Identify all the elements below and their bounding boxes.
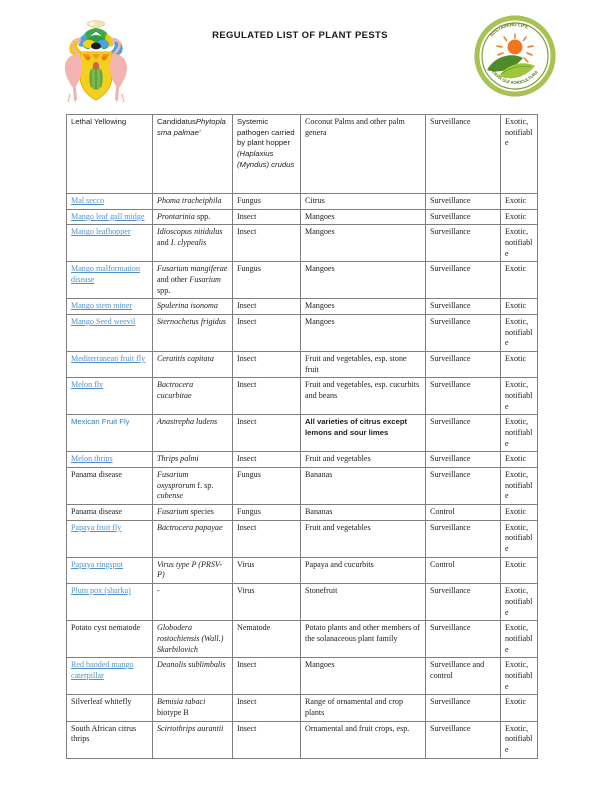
- pest-type-cell-text: Virus: [237, 586, 255, 596]
- pest-hosts-cell-text: Range of ornamental and crop plants: [305, 697, 403, 717]
- pest-type-cell: [233, 584, 301, 621]
- pest-scientific-name-cell: [153, 658, 233, 695]
- pest-status-cell-text: Exotic, notifiable: [505, 417, 533, 448]
- pest-status-cell: [501, 695, 538, 721]
- pest-common-name-cell-text[interactable]: Mango malformation disease: [71, 264, 141, 285]
- table-row: [67, 209, 538, 225]
- pest-action-cell: [426, 352, 501, 378]
- pest-action-cell-text: Surveillance: [430, 454, 471, 464]
- pest-scientific-name-cell-segment: spp.: [157, 285, 171, 295]
- pest-type-cell: [233, 262, 301, 299]
- pest-hosts-cell: [301, 621, 426, 658]
- pest-type-cell: [233, 557, 301, 583]
- pest-status-cell-text: Exotic: [505, 507, 527, 517]
- pest-scientific-name-cell-segment: and other: [157, 275, 190, 285]
- pest-hosts-cell-text: Papaya and cucurbits: [305, 559, 374, 569]
- table-row: [67, 695, 538, 721]
- pest-status-cell: [501, 658, 538, 695]
- pest-hosts-cell: [301, 520, 426, 557]
- pest-action-cell-text: Surveillance: [430, 586, 471, 596]
- pest-type-cell-text: Insect: [237, 417, 257, 427]
- pest-type-cell: [233, 299, 301, 315]
- table-row: [67, 315, 538, 352]
- pest-status-cell-text: Exotic: [505, 354, 527, 364]
- pest-status-cell: [501, 209, 538, 225]
- pest-scientific-name-cell: [153, 315, 233, 352]
- pest-scientific-name-cell-segment: Idioscopus nitidulus: [157, 227, 223, 237]
- pest-type-cell-text: Fungus: [237, 470, 261, 480]
- pest-scientific-name-cell-text: Ceratitis capitata: [157, 354, 214, 364]
- pest-common-name-cell-text: Panama disease: [71, 507, 123, 517]
- pest-scientific-name-cell: [153, 115, 233, 194]
- pest-type-cell-text: Insect: [237, 354, 257, 364]
- table-row: [67, 621, 538, 658]
- pest-type-cell-text: Insect: [237, 380, 257, 390]
- pest-hosts-cell: [301, 695, 426, 721]
- pest-type-cell: [233, 315, 301, 352]
- pest-common-name-cell-text: South African citrus thrips: [71, 723, 137, 744]
- pest-status-cell: [501, 452, 538, 468]
- pest-status-cell: [501, 520, 538, 557]
- pest-status-cell: [501, 115, 538, 194]
- pest-scientific-name-cell: [153, 352, 233, 378]
- pest-scientific-name-cell-segment: cubense: [157, 491, 184, 501]
- pest-common-name-cell[interactable]: [67, 262, 153, 299]
- pest-type-cell-text: Systemic pathogen carried by plant hopper: [237, 117, 295, 148]
- pest-common-name-cell-text[interactable]: Mediterranean fruit fly: [71, 354, 146, 364]
- pest-common-name-cell-text[interactable]: Mango Seed weevil: [71, 317, 136, 327]
- pest-scientific-name-cell: [153, 194, 233, 210]
- pest-status-cell-text: Exotic, notifiable: [505, 317, 533, 348]
- pest-scientific-name-cell-segment: I. clypealis: [170, 238, 207, 248]
- pest-action-cell-text: Surveillance: [430, 522, 471, 532]
- pest-scientific-name-cell: [153, 695, 233, 721]
- pest-status-cell-text: Exotic, notifiable: [505, 227, 533, 258]
- pest-action-cell: [426, 505, 501, 521]
- pest-hosts-cell-text: Mangoes: [305, 301, 335, 311]
- table-row: [67, 352, 538, 378]
- pest-action-cell-text: Surveillance: [430, 723, 471, 733]
- pest-hosts-cell-text: Bananas: [305, 470, 333, 480]
- pest-type-cell: [233, 115, 301, 194]
- pest-type-cell: [233, 505, 301, 521]
- pest-common-name-cell[interactable]: [67, 520, 153, 557]
- pest-status-cell: [501, 378, 538, 415]
- pest-status-cell: [501, 557, 538, 583]
- pest-hosts-cell-text: Citrus: [305, 196, 325, 205]
- pest-hosts-cell: [301, 378, 426, 415]
- table-row: [67, 262, 538, 299]
- pest-common-name-cell-text[interactable]: Plum pox (sharka): [71, 586, 131, 596]
- pest-scientific-name-cell-segment: Fusarium: [189, 275, 221, 285]
- pest-hosts-cell-text: Mangoes: [305, 264, 335, 274]
- table-row: [67, 225, 538, 262]
- pest-common-name-cell[interactable]: [67, 194, 153, 210]
- pest-action-cell: [426, 194, 501, 210]
- table-row: [67, 658, 538, 695]
- pest-status-cell-text: Exotic, notifiable: [505, 723, 533, 754]
- pest-type-cell-text: Insect: [237, 301, 257, 311]
- pest-action-cell-text: Surveillance: [430, 354, 471, 364]
- table-row: [67, 299, 538, 315]
- pest-scientific-name-cell-text: Phoma tracheiphila: [157, 196, 222, 205]
- pest-scientific-name-cell: [153, 584, 233, 621]
- pest-status-cell-text: Exotic: [505, 196, 527, 205]
- pest-common-name-cell-text[interactable]: Mango leafhopper: [71, 227, 131, 237]
- pest-status-cell-text: Exotic, notifiable: [505, 470, 533, 501]
- pest-common-name-cell[interactable]: [67, 415, 153, 452]
- ministry-of-agriculture-seal-icon: [473, 14, 557, 98]
- pest-status-cell: [501, 315, 538, 352]
- pest-status-cell-text: Exotic, notifiable: [505, 522, 533, 554]
- pest-hosts-cell: [301, 505, 426, 521]
- pest-common-name-cell[interactable]: [67, 299, 153, 315]
- pest-action-cell: [426, 115, 501, 194]
- pest-type-cell-text: Fungus: [237, 264, 261, 274]
- table-row: [67, 557, 538, 583]
- pest-hosts-cell: [301, 658, 426, 695]
- pest-scientific-name-cell-segment: Candidatus: [157, 117, 196, 126]
- table-row: [67, 505, 538, 521]
- pest-type-cell-text: Insect: [237, 454, 257, 464]
- pest-common-name-cell-text[interactable]: Papaya ringspot: [71, 559, 123, 569]
- pest-type-cell: [233, 695, 301, 721]
- pest-scientific-name-cell: [153, 505, 233, 521]
- pest-action-cell: [426, 584, 501, 621]
- pest-action-cell-text: Control: [430, 559, 455, 569]
- pest-action-cell: [426, 378, 501, 415]
- pest-scientific-name-cell-text: -: [157, 586, 160, 596]
- pest-hosts-cell: [301, 262, 426, 299]
- pest-action-cell: [426, 415, 501, 452]
- pest-type-cell-text: Insect: [237, 227, 257, 237]
- pest-status-cell-text: Exotic: [505, 301, 527, 311]
- pest-type-cell: [233, 452, 301, 468]
- pest-status-cell: [501, 584, 538, 621]
- pest-action-cell: [426, 262, 501, 299]
- seal-text-top: SUSTAINING LIFE: [488, 21, 530, 38]
- pest-hosts-cell-text: Fruit and vegetables, esp. stone fruit: [305, 354, 407, 374]
- document-title: REGULATED LIST OF PLANT PESTS: [212, 30, 388, 41]
- pest-action-cell-text: Surveillance: [430, 211, 471, 221]
- pest-common-name-cell[interactable]: [67, 557, 153, 583]
- pest-action-cell: [426, 468, 501, 505]
- pest-action-cell: [426, 621, 501, 658]
- pest-action-cell: [426, 315, 501, 352]
- pest-common-name-cell[interactable]: [67, 352, 153, 378]
- pest-status-cell: [501, 352, 538, 378]
- pest-hosts-cell-text: All varieties of citrus except lemons and sour limes: [305, 417, 408, 438]
- pest-status-cell-text: Exotic, notifiable: [505, 623, 533, 654]
- pest-action-cell: [426, 658, 501, 695]
- pest-action-cell-text: Surveillance: [430, 623, 471, 633]
- pest-common-name-cell[interactable]: [67, 225, 153, 262]
- pest-scientific-name-cell: [153, 520, 233, 557]
- pest-type-cell: [233, 621, 301, 658]
- pest-hosts-cell: [301, 721, 426, 758]
- pest-table-body: [67, 115, 538, 759]
- pest-common-name-cell: [67, 505, 153, 521]
- pest-scientific-name-cell-text: Deanolis sublimbalis: [157, 660, 226, 670]
- pest-common-name-cell[interactable]: [67, 584, 153, 621]
- pest-scientific-name-cell-text: Sternochetus frigidus: [157, 317, 227, 327]
- pest-status-cell-text: Exotic: [505, 454, 527, 464]
- pest-scientific-name-cell-text: Thrips palmi: [157, 454, 199, 464]
- pest-scientific-name-cell: [153, 721, 233, 758]
- pest-hosts-cell-text: Mangoes: [305, 227, 335, 237]
- pest-common-name-cell-text[interactable]: Mexican Fruit Fly: [71, 417, 130, 427]
- pest-common-name-cell-text: Silverleaf whitefly: [71, 697, 132, 707]
- pest-common-name-cell[interactable]: [67, 378, 153, 415]
- pest-scientific-name-cell: [153, 209, 233, 225]
- pest-common-name-cell-text[interactable]: Mal secco: [71, 196, 105, 205]
- pest-action-cell-text: Surveillance: [430, 417, 471, 427]
- pest-common-name-cell: [67, 621, 153, 658]
- pest-type-cell: [233, 225, 301, 262]
- pest-scientific-name-cell: [153, 378, 233, 415]
- pest-action-cell-text: Surveillance: [430, 380, 471, 390]
- pest-hosts-cell: [301, 115, 426, 194]
- pest-scientific-name-cell-segment: and: [157, 238, 171, 248]
- pest-scientific-name-cell-segment: Fusarium: [157, 507, 189, 517]
- table-row: [67, 194, 538, 210]
- pest-hosts-cell-text: Bananas: [305, 507, 333, 517]
- pest-scientific-name-cell-segment: Fusarium oxysprorum: [157, 470, 196, 490]
- pest-scientific-name-cell-text: Spulerina isonoma: [157, 301, 218, 311]
- pest-status-cell: [501, 299, 538, 315]
- pest-scientific-name-cell: [153, 468, 233, 505]
- pest-hosts-cell-text: Fruit and vegetables: [305, 522, 371, 532]
- pest-action-cell-text: Surveillance: [430, 470, 471, 480]
- pest-common-name-cell-text: Panama disease: [71, 470, 123, 480]
- table-row: [67, 468, 538, 505]
- pest-action-cell: [426, 299, 501, 315]
- pest-hosts-cell: [301, 584, 426, 621]
- seal-text-bottom: TERRA GUI AGRICULTURA: [489, 67, 539, 86]
- pest-status-cell-text: Exotic, notifiable: [505, 380, 533, 411]
- pest-common-name-cell-text[interactable]: Melon fly: [71, 380, 104, 390]
- pest-common-name-cell: [67, 468, 153, 505]
- pest-action-cell: [426, 520, 501, 557]
- pest-common-name-cell-text: Lethal Yellowing: [71, 117, 127, 126]
- pest-common-name-cell-text[interactable]: Red banded mango caterpillar: [71, 660, 134, 680]
- pest-status-cell: [501, 225, 538, 262]
- pest-hosts-cell: [301, 299, 426, 315]
- pest-common-name-cell[interactable]: [67, 658, 153, 695]
- pest-hosts-cell: [301, 194, 426, 210]
- pest-scientific-name-cell-segment: species: [188, 507, 214, 517]
- pest-type-cell-text: Insect: [237, 723, 257, 733]
- pest-common-name-cell: [67, 115, 153, 194]
- pest-status-cell: [501, 262, 538, 299]
- pest-hosts-cell: [301, 468, 426, 505]
- pest-common-name-cell-text: Potato cyst nematode: [71, 623, 141, 633]
- pest-status-cell-text: Exotic, notifiable: [505, 586, 533, 617]
- pest-hosts-cell-text: Ornamental and fruit crops, esp.: [305, 723, 410, 733]
- pest-scientific-name-cell-segment: f. sp.: [195, 480, 214, 490]
- pest-type-cell: [233, 468, 301, 505]
- table-row: [67, 115, 538, 194]
- table-row: [67, 452, 538, 468]
- pest-status-cell-text: Exotic: [505, 559, 527, 569]
- pest-scientific-name-cell-segment: spp.: [194, 211, 211, 221]
- pest-status-cell-text: Exotic: [505, 697, 527, 707]
- pest-common-name-cell-text[interactable]: Mango leaf gall midge: [71, 211, 145, 221]
- table-row: [67, 415, 538, 452]
- pest-scientific-name-cell-text: Scirtothrips aurantii: [157, 723, 224, 733]
- pest-scientific-name-cell-text: Anastrepha ludens: [157, 417, 218, 427]
- pest-type-cell: [233, 658, 301, 695]
- pest-hosts-cell-text: Mangoes: [305, 660, 335, 670]
- pest-type-cell-text: Insect: [237, 522, 257, 532]
- pest-action-cell-text: Surveillance: [430, 697, 471, 707]
- pest-action-cell-text: Control: [430, 507, 455, 517]
- pest-action-cell-text: Surveillance: [430, 196, 471, 205]
- pest-action-cell: [426, 209, 501, 225]
- pest-action-cell-text: Surveillance: [430, 317, 471, 327]
- regulated-plant-pests-table: [66, 114, 538, 759]
- pest-type-cell-text: Insect: [237, 317, 257, 327]
- pest-action-cell: [426, 695, 501, 721]
- pest-scientific-name-cell-segment: Bemisia tabaci: [157, 697, 206, 707]
- pest-action-cell-text: Surveillance: [430, 264, 471, 274]
- table-row: [67, 520, 538, 557]
- pest-status-cell: [501, 415, 538, 452]
- pest-type-cell-text: Insect: [237, 211, 257, 221]
- pest-hosts-cell-text: Fruit and vegetables: [305, 454, 371, 464]
- pest-common-name-cell[interactable]: [67, 452, 153, 468]
- pest-type-cell: [233, 209, 301, 225]
- pest-scientific-name-cell-text: Bactrocera cucurbitae: [157, 380, 194, 401]
- pest-status-cell: [501, 468, 538, 505]
- pest-hosts-cell-text: Mangoes: [305, 211, 335, 221]
- table-row: [67, 721, 538, 758]
- pest-scientific-name-cell: [153, 452, 233, 468]
- pest-scientific-name-cell: [153, 415, 233, 452]
- pest-hosts-cell-text: Potato plants and other members of the solanaceous plant family: [305, 623, 420, 643]
- pest-status-cell: [501, 721, 538, 758]
- pest-scientific-name-cell-segment: Prontarinia: [157, 211, 195, 221]
- pest-type-cell: [233, 352, 301, 378]
- pest-action-cell: [426, 557, 501, 583]
- pest-type-cell-text: Fungus: [237, 196, 261, 205]
- table-row: [67, 378, 538, 415]
- pest-hosts-cell: [301, 452, 426, 468]
- pest-status-cell-text: Exotic: [505, 264, 527, 274]
- pest-type-cell-text: Nematode: [237, 623, 271, 633]
- pest-type-cell-text: Insect: [237, 660, 257, 670]
- pest-common-name-cell[interactable]: [67, 315, 153, 352]
- pest-scientific-name-cell-segment: Phytoplasma palmae': [157, 117, 226, 137]
- pest-type-cell: [233, 721, 301, 758]
- pest-scientific-name-cell: [153, 225, 233, 262]
- pest-type-cell-text: Virus: [237, 559, 255, 569]
- pest-common-name-cell: [67, 695, 153, 721]
- pest-scientific-name-cell-text: Virus type P (PRSV-P): [157, 559, 223, 580]
- pest-action-cell-text: Surveillance: [430, 117, 471, 126]
- pest-common-name-cell-text[interactable]: Papaya fruit fly: [71, 522, 122, 532]
- pest-action-cell-text: Surveillance and control: [430, 660, 485, 680]
- document-header: [0, 0, 600, 100]
- table-row: [67, 584, 538, 621]
- pest-status-cell: [501, 194, 538, 210]
- pest-scientific-name-cell: [153, 557, 233, 583]
- pest-scientific-name-cell-text: Bactrocera papayae: [157, 522, 223, 532]
- pest-scientific-name-cell: [153, 299, 233, 315]
- pest-type-cell: [233, 415, 301, 452]
- pest-action-cell-text: Surveillance: [430, 227, 471, 237]
- pest-hosts-cell-text: Coconut Palms and other palm genera: [305, 117, 405, 137]
- pest-scientific-name-cell: [153, 262, 233, 299]
- pest-status-cell-text: Exotic, notifiable: [505, 660, 533, 691]
- pest-status-cell-text: Exotic: [505, 211, 527, 221]
- pest-hosts-cell: [301, 225, 426, 262]
- pest-hosts-cell: [301, 352, 426, 378]
- pest-type-cell-text: Fungus: [237, 507, 261, 517]
- pest-scientific-name-cell-segment: biotype B: [157, 707, 189, 717]
- pest-action-cell-text: Surveillance: [430, 301, 471, 311]
- pest-type-cell-text: Insect: [237, 697, 257, 707]
- pest-action-cell: [426, 225, 501, 262]
- pest-common-name-cell[interactable]: [67, 209, 153, 225]
- pest-status-cell: [501, 621, 538, 658]
- pest-hosts-cell: [301, 315, 426, 352]
- pest-common-name-cell-text[interactable]: Melon thrips: [71, 454, 113, 464]
- pest-common-name-cell-text[interactable]: Mango stem miner: [71, 301, 133, 311]
- pest-action-cell: [426, 721, 501, 758]
- pest-hosts-cell: [301, 209, 426, 225]
- pest-action-cell: [426, 452, 501, 468]
- pest-hosts-cell: [301, 415, 426, 452]
- pest-common-name-cell: [67, 721, 153, 758]
- pest-table-container: [66, 114, 537, 759]
- pest-status-cell-text: Exotic, notifiable: [505, 117, 533, 148]
- pest-hosts-cell-text: Mangoes: [305, 317, 335, 327]
- pest-type-cell: [233, 378, 301, 415]
- pest-scientific-name-cell-text: Globodera rostochiensis (Wall.) Skarbilovich: [157, 623, 224, 654]
- pest-hosts-cell: [301, 557, 426, 583]
- pest-hosts-cell-text: Stonefruit: [305, 586, 338, 596]
- pest-scientific-name-cell: [153, 621, 233, 658]
- pest-type-cell: [233, 194, 301, 210]
- pest-type-cell-extra: (Haplaxius (Myndus) crudus: [237, 149, 295, 169]
- pest-status-cell: [501, 505, 538, 521]
- pest-scientific-name-cell-segment: Fusarium mangiferae: [157, 264, 228, 274]
- pest-type-cell: [233, 520, 301, 557]
- pest-hosts-cell-text: Fruit and vegetables, esp. cucurbits and beans: [305, 380, 420, 401]
